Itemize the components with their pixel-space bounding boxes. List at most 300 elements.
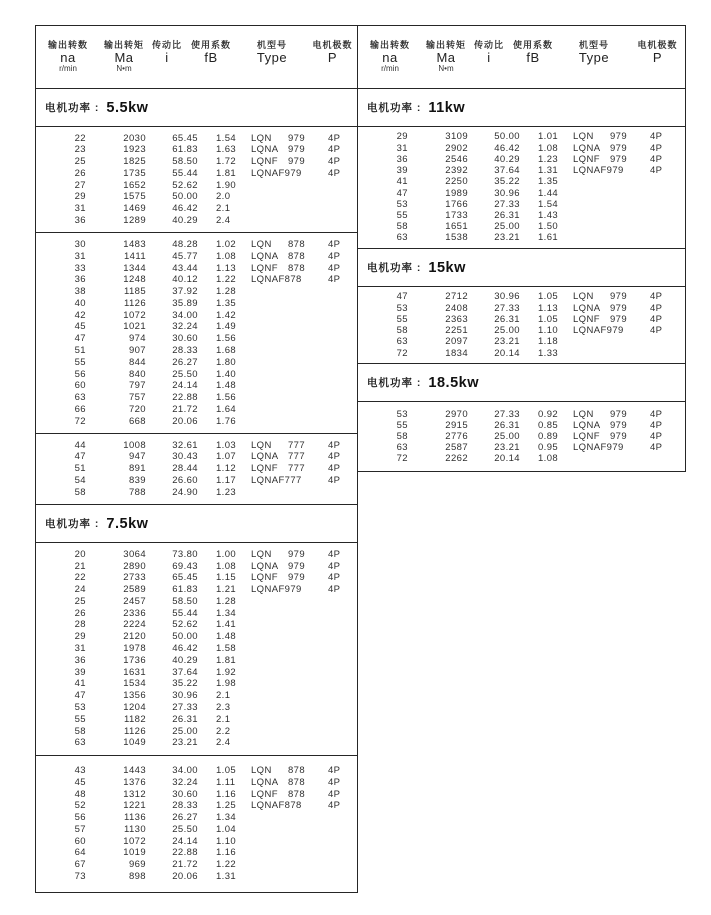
- motor-poles-cell: [328, 392, 357, 404]
- output-speed-cell: 27: [74, 179, 86, 191]
- output-torque-cell: 2030: [123, 132, 146, 144]
- motor-poles-cell: 4P: [328, 238, 341, 250]
- motor-poles-cell: 4P: [650, 302, 663, 314]
- motor-poles-cell: [328, 619, 357, 631]
- output-torque-cell: 2336: [123, 607, 146, 619]
- ratio-cell: 25.00: [494, 221, 520, 233]
- output-speed-cell: 60: [74, 380, 86, 392]
- output-speed-cell: 58: [74, 725, 86, 737]
- output-torque-cell: 1182: [123, 713, 146, 725]
- data-row: [36, 572, 357, 584]
- output-torque-cell: 1049: [123, 737, 146, 749]
- service-factor-cell: 0.95: [538, 442, 559, 454]
- output-speed-cell: 36: [396, 153, 408, 165]
- output-torque-cell: 1072: [123, 835, 146, 847]
- output-speed-cell: 54: [74, 475, 86, 487]
- service-factor-cell: 1.41: [216, 619, 237, 631]
- output-torque-cell: 2392: [445, 165, 468, 177]
- output-torque-cell: 974: [128, 333, 146, 345]
- motor-poles-cell: [328, 215, 357, 227]
- data-row: [36, 463, 357, 475]
- model-type-code: 979: [610, 430, 628, 442]
- model-type-cell: [573, 143, 650, 154]
- service-factor-cell: 1.10: [538, 325, 559, 337]
- ratio-cell: 28.33: [172, 800, 198, 812]
- column-header-symbol: fB: [204, 50, 218, 66]
- motor-poles-cell: 4P: [650, 419, 663, 431]
- service-factor-cell: 1.56: [216, 392, 237, 404]
- output-torque-cell: 839: [128, 475, 146, 487]
- service-factor-cell: 1.44: [538, 187, 559, 199]
- output-speed-cell: 55: [396, 209, 408, 221]
- ratio-cell: 46.42: [172, 643, 198, 655]
- service-factor-cell: 1.05: [216, 764, 237, 776]
- data-row: [36, 168, 357, 180]
- service-factor-cell: 1.34: [216, 607, 237, 619]
- service-factor-cell: 1.58: [216, 643, 237, 655]
- model-type-code: 878: [288, 764, 306, 776]
- ratio-cell: 55.44: [172, 607, 198, 619]
- model-type-name: LQNF: [251, 788, 278, 800]
- model-type-cell: [573, 131, 650, 142]
- data-row: [358, 325, 685, 336]
- output-torque-cell: 1204: [123, 702, 146, 714]
- service-factor-cell: 2.4: [216, 737, 231, 749]
- ratio-cell: 24.90: [172, 486, 198, 498]
- service-factor-cell: 2.0: [216, 191, 231, 203]
- ratio-cell: 30.60: [172, 788, 198, 800]
- service-factor-cell: 1.33: [538, 347, 559, 359]
- output-speed-cell: 31: [74, 643, 86, 655]
- ratio-cell: 23.21: [494, 442, 520, 454]
- output-torque-cell: 1651: [445, 221, 468, 233]
- service-factor-cell: 2.1: [216, 713, 231, 725]
- data-block: [36, 233, 357, 434]
- service-factor-cell: 1.92: [216, 666, 237, 678]
- output-torque-cell: 1312: [123, 788, 146, 800]
- column-header-cn: 输出转数: [47, 39, 88, 50]
- model-type-cell: [251, 859, 328, 871]
- service-factor-cell: 1.35: [538, 176, 559, 188]
- data-row: [36, 714, 357, 726]
- output-speed-cell: 39: [396, 165, 408, 177]
- service-factor-cell: 1.34: [216, 812, 237, 824]
- output-torque-cell: 1652: [123, 179, 146, 191]
- ratio-cell: 26.27: [172, 356, 198, 368]
- motor-poles-cell: 4P: [650, 131, 663, 143]
- power-band-label: 电机功率 :: [367, 377, 422, 390]
- power-band: [36, 505, 357, 543]
- output-speed-cell: 41: [74, 678, 86, 690]
- motor-poles-cell: [328, 678, 357, 690]
- ratio-cell: 27.33: [494, 302, 520, 314]
- ratio-cell: 27.33: [494, 408, 520, 420]
- service-factor-cell: 2.1: [216, 690, 231, 702]
- data-row: [358, 221, 685, 232]
- data-row: [36, 345, 357, 357]
- service-factor-cell: 1.35: [216, 297, 237, 309]
- output-torque-cell: 2890: [123, 560, 146, 572]
- output-torque-cell: 1008: [123, 439, 146, 451]
- service-factor-cell: 1.61: [538, 232, 559, 244]
- model-type-cell: [573, 154, 650, 165]
- model-type-code: 979: [288, 156, 306, 168]
- power-band: [358, 364, 685, 402]
- ratio-cell: 32.24: [172, 321, 198, 333]
- ratio-cell: 20.14: [494, 347, 520, 359]
- service-factor-cell: 1.18: [538, 336, 559, 348]
- ratio-cell: 30.60: [172, 333, 198, 345]
- output-torque-cell: 1411: [123, 250, 146, 262]
- ratio-cell: 45.77: [172, 250, 198, 262]
- model-type-cell: [251, 549, 328, 561]
- output-torque-cell: 2262: [445, 453, 468, 465]
- service-factor-cell: 0.85: [538, 419, 559, 431]
- model-type-name: LQN: [251, 132, 272, 144]
- data-row: [36, 643, 357, 655]
- power-band: [358, 249, 685, 287]
- ratio-cell: 32.24: [172, 776, 198, 788]
- model-type-name: LQNF: [251, 463, 278, 475]
- motor-poles-cell: [328, 310, 357, 322]
- motor-poles-cell: [328, 416, 357, 428]
- motor-poles-cell: 4P: [328, 132, 341, 144]
- model-type-cell: [251, 180, 328, 192]
- service-factor-cell: 1.22: [216, 859, 237, 871]
- model-type-cell: LQNAF979: [251, 584, 302, 596]
- ratio-cell: 25.00: [172, 725, 198, 737]
- motor-poles-cell: [328, 690, 357, 702]
- service-factor-cell: 1.03: [216, 439, 237, 451]
- output-speed-cell: 30: [74, 238, 86, 250]
- data-block: [36, 434, 357, 505]
- ratio-cell: 50.00: [172, 631, 198, 643]
- model-type-code: 777: [288, 439, 306, 451]
- data-row: [358, 154, 685, 165]
- column-header-unit: r/min: [381, 63, 399, 73]
- model-type-cell: [251, 643, 328, 655]
- ratio-cell: 25.00: [494, 325, 520, 337]
- output-torque-cell: 1483: [123, 238, 146, 250]
- motor-poles-cell: [650, 221, 685, 232]
- output-speed-cell: 44: [74, 439, 86, 451]
- data-row: [36, 416, 357, 428]
- output-speed-cell: 73: [74, 871, 86, 883]
- model-type-name: LQNF: [573, 430, 600, 442]
- model-type-name: LQNF: [251, 156, 278, 168]
- ratio-cell: 25.50: [172, 368, 198, 380]
- power-band-value: 11kw: [428, 99, 466, 116]
- data-row: [36, 144, 357, 156]
- power-band-label: 电机功率 :: [367, 262, 422, 274]
- motor-poles-cell: [328, 836, 357, 848]
- model-type-cell: [573, 453, 650, 464]
- service-factor-cell: 1.54: [538, 198, 559, 210]
- output-speed-cell: 55: [396, 313, 408, 325]
- ratio-cell: 58.50: [172, 595, 198, 607]
- output-torque-cell: 1136: [123, 812, 146, 824]
- service-factor-cell: 1.08: [538, 142, 559, 154]
- service-factor-cell: 1.31: [216, 871, 237, 883]
- data-row: [36, 369, 357, 381]
- output-torque-cell: 1344: [123, 262, 146, 274]
- column-header-unit: N•m: [438, 63, 454, 73]
- ratio-cell: 43.44: [172, 262, 198, 274]
- output-speed-cell: 24: [74, 584, 86, 596]
- output-speed-cell: 47: [396, 187, 408, 199]
- model-type-name: LQNA: [573, 302, 601, 314]
- service-factor-cell: 1.22: [216, 274, 237, 286]
- data-row: [36, 357, 357, 369]
- output-torque-cell: 1356: [123, 690, 146, 702]
- model-type-cell: [251, 144, 328, 156]
- column-header-type: [236, 41, 308, 73]
- service-factor-cell: 1.07: [216, 451, 237, 463]
- model-type-cell: [251, 824, 328, 836]
- service-factor-cell: 1.49: [216, 321, 237, 333]
- column-header-symbol: na: [60, 50, 76, 66]
- output-speed-cell: 26: [74, 607, 86, 619]
- output-torque-cell: 3109: [445, 131, 468, 143]
- model-type-cell: [573, 348, 650, 359]
- output-speed-cell: 47: [396, 291, 408, 303]
- ratio-cell: 40.29: [494, 153, 520, 165]
- service-factor-cell: 1.04: [216, 823, 237, 835]
- data-row: [36, 180, 357, 192]
- output-torque-cell: 907: [128, 345, 146, 357]
- service-factor-cell: 1.08: [216, 250, 237, 262]
- output-torque-cell: 2224: [123, 619, 146, 631]
- motor-poles-cell: [328, 487, 357, 499]
- output-torque-cell: 969: [128, 859, 146, 871]
- ratio-cell: 25.00: [494, 430, 520, 442]
- data-row: [36, 156, 357, 168]
- data-row: [358, 232, 685, 243]
- model-type-cell: [573, 188, 650, 199]
- output-speed-cell: 56: [74, 812, 86, 824]
- service-factor-cell: 1.23: [216, 486, 237, 498]
- motor-poles-cell: [328, 655, 357, 667]
- column-header-symbol: na: [382, 50, 398, 66]
- motor-poles-cell: [328, 812, 357, 824]
- data-row: [358, 143, 685, 154]
- output-torque-cell: 1185: [123, 286, 146, 298]
- model-type-cell: [251, 561, 328, 573]
- column-header-ma: [100, 41, 148, 73]
- motor-poles-cell: 4P: [650, 442, 663, 454]
- data-row: [358, 431, 685, 442]
- output-speed-cell: 57: [74, 823, 86, 835]
- model-type-code: 979: [610, 302, 628, 314]
- model-type-code: 979: [610, 313, 628, 325]
- output-speed-cell: 66: [74, 404, 86, 416]
- service-factor-cell: 1.63: [216, 144, 237, 156]
- model-type-cell: [573, 431, 650, 442]
- data-row: [36, 203, 357, 215]
- motor-poles-cell: [328, 608, 357, 620]
- output-torque-cell: 1019: [123, 847, 146, 859]
- model-type-cell: [251, 655, 328, 667]
- output-torque-cell: 2733: [123, 572, 146, 584]
- service-factor-cell: 1.42: [216, 309, 237, 321]
- output-speed-cell: 53: [396, 198, 408, 210]
- service-factor-cell: 2.3: [216, 702, 231, 714]
- motor-poles-cell: [328, 321, 357, 333]
- motor-poles-cell: 4P: [650, 408, 663, 420]
- data-row: [36, 824, 357, 836]
- data-row: [36, 871, 357, 883]
- data-row: [36, 321, 357, 333]
- output-speed-cell: 60: [74, 835, 86, 847]
- data-row: [36, 789, 357, 801]
- column-header-cn: 电机极数: [637, 39, 678, 50]
- model-type-cell: [251, 156, 328, 168]
- data-row: [36, 667, 357, 679]
- motor-poles-cell: 4P: [650, 153, 663, 165]
- output-speed-cell: 25: [74, 156, 86, 168]
- motor-poles-cell: 4P: [328, 475, 341, 487]
- column-header-cn: 传动比: [473, 39, 504, 50]
- model-type-code: 979: [288, 560, 306, 572]
- ratio-cell: 48.28: [172, 238, 198, 250]
- ratio-cell: 34.00: [172, 309, 198, 321]
- motor-poles-cell: [650, 336, 685, 347]
- model-type-code: 878: [288, 238, 306, 250]
- motor-poles-cell: [328, 180, 357, 192]
- model-type-cell: [251, 777, 328, 789]
- motor-poles-cell: [328, 726, 357, 738]
- model-type-cell: [573, 176, 650, 187]
- model-type-cell: [251, 789, 328, 801]
- power-band-label: 电机功率 :: [45, 102, 100, 114]
- column-header-symbol: Type: [256, 50, 288, 66]
- model-type-cell: [251, 357, 328, 369]
- output-torque-cell: 1221: [123, 800, 146, 812]
- motor-poles-cell: [328, 596, 357, 608]
- motor-poles-cell: 4P: [328, 463, 341, 475]
- model-type-cell: [251, 380, 328, 392]
- output-torque-cell: 947: [128, 451, 146, 463]
- data-row: [358, 453, 685, 464]
- model-type-cell: [251, 702, 328, 714]
- column-header-fb: [186, 41, 236, 73]
- model-type-cell: [573, 232, 650, 243]
- output-speed-cell: 45: [74, 776, 86, 788]
- data-row: [36, 561, 357, 573]
- ratio-cell: 46.42: [494, 142, 520, 154]
- service-factor-cell: 1.16: [216, 788, 237, 800]
- motor-poles-cell: [328, 667, 357, 679]
- column-header-ma: [422, 41, 470, 73]
- data-row: [36, 619, 357, 631]
- motor-poles-cell: 4P: [650, 325, 663, 337]
- model-type-cell: [251, 392, 328, 404]
- model-type-code: 979: [288, 548, 306, 560]
- column-header-i: [470, 41, 508, 73]
- model-type-cell: [251, 690, 328, 702]
- motor-poles-cell: 4P: [328, 262, 341, 274]
- model-type-name: LQN: [573, 131, 594, 143]
- ratio-cell: 40.29: [172, 654, 198, 666]
- ratio-cell: 21.72: [172, 404, 198, 416]
- output-speed-cell: 41: [396, 176, 408, 188]
- service-factor-cell: 2.1: [216, 203, 231, 215]
- motor-poles-cell: 4P: [650, 142, 663, 154]
- output-torque-cell: 2902: [445, 142, 468, 154]
- column-header-fb: [508, 41, 558, 73]
- ratio-cell: 30.96: [494, 291, 520, 303]
- column-header-cn: 使用系数: [190, 39, 231, 50]
- output-torque-cell: 1021: [123, 321, 146, 333]
- service-factor-cell: 1.28: [216, 595, 237, 607]
- output-speed-cell: 47: [74, 690, 86, 702]
- motor-poles-cell: 4P: [328, 439, 341, 451]
- service-factor-cell: 1.25: [216, 800, 237, 812]
- output-speed-cell: 48: [74, 788, 86, 800]
- output-speed-cell: 21: [74, 560, 86, 572]
- data-row: [36, 690, 357, 702]
- model-type-name: LQN: [251, 548, 272, 560]
- motor-poles-cell: 4P: [650, 291, 663, 303]
- ratio-cell: 26.31: [494, 313, 520, 325]
- model-type-cell: [251, 321, 328, 333]
- service-factor-cell: 1.48: [216, 631, 237, 643]
- data-block: [36, 127, 357, 233]
- model-type-cell: [573, 210, 650, 221]
- output-speed-cell: 55: [396, 419, 408, 431]
- model-type-name: LQNA: [251, 560, 279, 572]
- output-speed-cell: 40: [74, 297, 86, 309]
- column-header-cn: 输出转矩: [103, 39, 144, 50]
- model-type-name: LQNF: [573, 153, 600, 165]
- output-speed-cell: 20: [74, 548, 86, 560]
- power-band-value: 5.5kw: [106, 99, 149, 116]
- model-type-name: LQN: [251, 439, 272, 451]
- column-header-symbol: Ma: [436, 50, 456, 66]
- ratio-cell: 35.22: [172, 678, 198, 690]
- output-speed-cell: 51: [74, 463, 86, 475]
- data-row: [36, 298, 357, 310]
- motor-poles-cell: 4P: [328, 451, 341, 463]
- output-speed-cell: 29: [396, 131, 408, 143]
- motor-poles-cell: 4P: [328, 584, 341, 596]
- motor-poles-cell: 4P: [328, 274, 341, 286]
- ratio-cell: 52.62: [172, 179, 198, 191]
- motor-poles-cell: 4P: [328, 560, 341, 572]
- data-row: [36, 655, 357, 667]
- model-type-code: 878: [288, 250, 306, 262]
- service-factor-cell: 1.00: [216, 548, 237, 560]
- motor-poles-cell: [328, 847, 357, 859]
- model-type-code: 979: [610, 131, 628, 143]
- column-header-symbol: i: [165, 50, 169, 66]
- model-type-cell: [251, 572, 328, 584]
- model-type-cell: [251, 667, 328, 679]
- output-torque-cell: 1631: [123, 666, 146, 678]
- output-speed-cell: 31: [396, 142, 408, 154]
- data-row: [36, 487, 357, 499]
- data-row: [358, 199, 685, 210]
- output-speed-cell: 29: [74, 631, 86, 643]
- output-speed-cell: 22: [74, 572, 86, 584]
- data-row: [36, 392, 357, 404]
- data-row: [358, 409, 685, 420]
- data-row: [358, 165, 685, 176]
- service-factor-cell: 1.68: [216, 345, 237, 357]
- output-speed-cell: 52: [74, 800, 86, 812]
- motor-poles-cell: [328, 714, 357, 726]
- output-speed-cell: 64: [74, 847, 86, 859]
